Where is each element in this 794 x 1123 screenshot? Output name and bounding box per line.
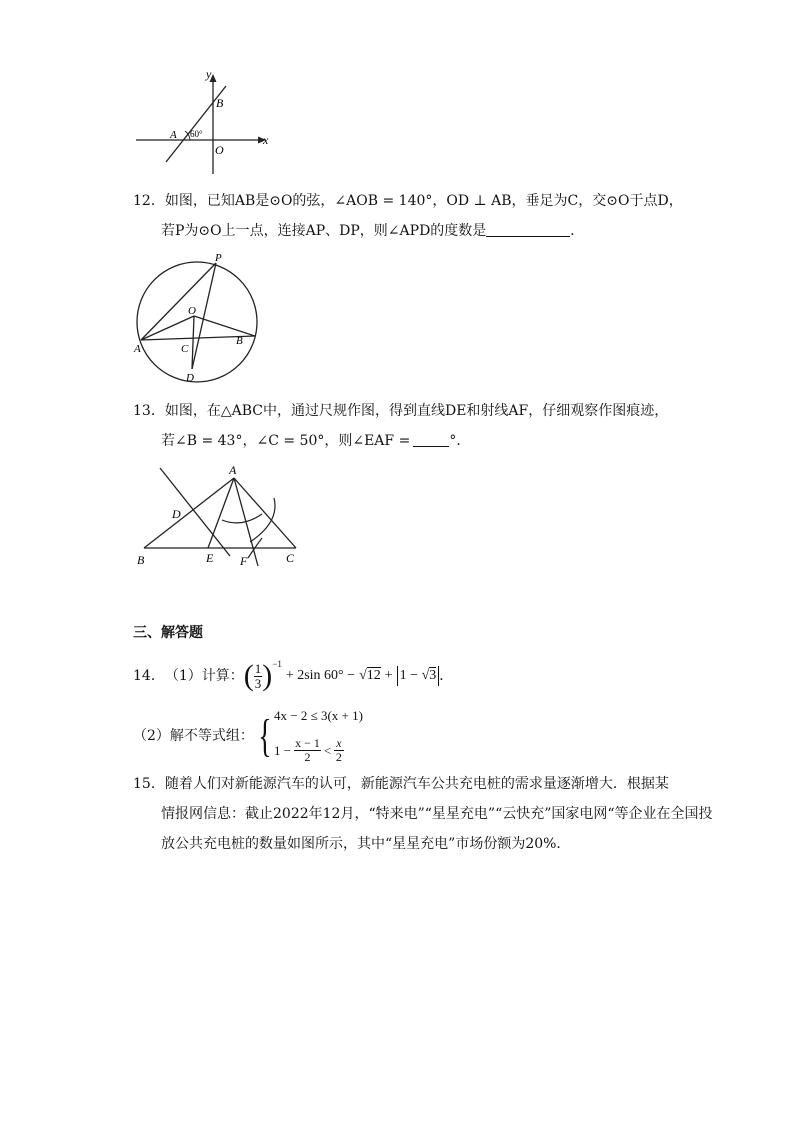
segment-ob	[194, 316, 255, 336]
q13-number: 13．	[133, 403, 165, 419]
q12-answer-blank[interactable]	[486, 222, 570, 237]
triangle-figure	[130, 462, 310, 574]
q13-text2-end: °．	[449, 433, 471, 449]
ineq2-frac2-num: x	[336, 736, 342, 750]
q14-line1	[133, 656, 453, 696]
fig12-label-o: O	[188, 305, 196, 317]
fig12-label-b: B	[236, 335, 243, 347]
coordinate-figure	[130, 66, 275, 178]
fig13-label-f: F	[240, 554, 248, 568]
fig13-label-c: C	[286, 551, 295, 565]
ineq2-frac2	[334, 737, 343, 764]
ineq2-frac1	[294, 737, 321, 764]
q13-text2: 若∠B = 43°，∠C = 50°，则∠EAF =	[161, 433, 411, 449]
section-title: 三、解答题	[133, 625, 203, 641]
sqrt-3-radicand: 3	[429, 668, 437, 683]
fig13-label-b: B	[137, 553, 145, 567]
ineq2-frac1-num: x − 1	[295, 736, 320, 750]
fig11-label-x: x	[263, 133, 269, 147]
fig12-label-p: P	[215, 252, 222, 264]
q12-number: 12．	[133, 193, 165, 209]
q12-text2-end: ．	[570, 223, 585, 239]
q12-line2	[161, 221, 584, 241]
q15-number: 15．	[133, 776, 165, 792]
circle-figure	[130, 252, 270, 384]
ineq2-frac2-den: 2	[335, 750, 342, 764]
q14-part1-label: （1）计算：	[164, 668, 244, 684]
segment-oa	[141, 316, 194, 340]
fig11-label-a: A	[170, 129, 177, 141]
q13-line2	[161, 431, 470, 451]
circle-o	[137, 262, 257, 382]
fig13-label-e: E	[206, 551, 214, 565]
fig11-label-b: B	[216, 96, 224, 110]
q15-line3: 放公共充电桩的数量如图所示，其中“星星充电”市场份额为20%．	[161, 836, 571, 852]
fig13-label-d: D	[172, 507, 181, 521]
q13-text1: 如图，在△ABC中，通过尺规作图，得到直线DE和射线AF，仔细观察作图痕迹，	[164, 403, 669, 419]
sqrt-12: √12	[359, 668, 381, 683]
fraction-numerator: 1	[254, 660, 262, 676]
q14-line2	[133, 706, 363, 766]
line-de	[160, 468, 230, 556]
q13-answer-blank[interactable]	[413, 432, 449, 447]
fig11-label-y: y	[206, 67, 212, 81]
construction-arc-outer	[250, 498, 275, 542]
expr-end: ．	[439, 668, 454, 684]
construction-arc-inner	[222, 514, 262, 523]
fig11-label-o: O	[215, 143, 224, 157]
q14-number: 14．	[133, 668, 165, 684]
absolute-value: 1 − √3	[397, 666, 440, 686]
expr-term2: + 2sin 60° −	[285, 668, 356, 683]
ineq2-frac1-den: 2	[304, 750, 311, 764]
segment-ap	[141, 263, 216, 340]
fig11-angle-label: 60°	[190, 129, 203, 139]
q12-line1	[133, 191, 683, 211]
fig13-label-a: A	[229, 463, 237, 477]
inequality-1: 4x − 2 ≤ 3(x + 1)	[274, 708, 363, 723]
exponent: −1	[272, 659, 282, 669]
q12-text2: 若P为⊙O上一点，连接AP、DP，则∠APD的度数是	[161, 223, 487, 239]
q15-line1	[133, 774, 669, 794]
fig12-label-d: D	[186, 372, 194, 384]
q14-part2-label: （2）解不等式组：	[133, 728, 254, 744]
expr-term3: +	[384, 668, 393, 683]
inequality-2	[274, 737, 363, 764]
q13-line1	[133, 401, 668, 421]
inequality-system	[274, 708, 363, 764]
brace-icon: {	[258, 710, 272, 761]
fig12-label-c: C	[181, 343, 189, 355]
ineq2-pre: 1 −	[274, 742, 292, 758]
fraction-one-third	[254, 662, 263, 691]
paren-fraction: ( $\frac{1}{3}$ )	[243, 659, 273, 692]
power-expression	[244, 661, 282, 691]
q15-line2: 情报网信息：截止2022年12月，“特来电”“星星充电”“云快充”国家电网“等企业在全国投	[161, 806, 713, 822]
sqrt-12-radicand: 12	[366, 668, 381, 683]
abs-term: 1 −	[399, 668, 419, 683]
q12-text1: 如图，已知AB是⊙O的弦，∠AOB = 140°，OD ⊥ AB，垂足为C，交⊙O于点D，	[164, 193, 683, 209]
fraction-denominator: 3	[254, 675, 262, 691]
ineq2-op: <	[323, 742, 332, 758]
q15-text1: 随着人们对新能源汽车的认可，新能源汽车公共充电桩的需求量逐渐增大．根据某	[164, 776, 669, 792]
fig12-label-a: A	[134, 343, 141, 355]
